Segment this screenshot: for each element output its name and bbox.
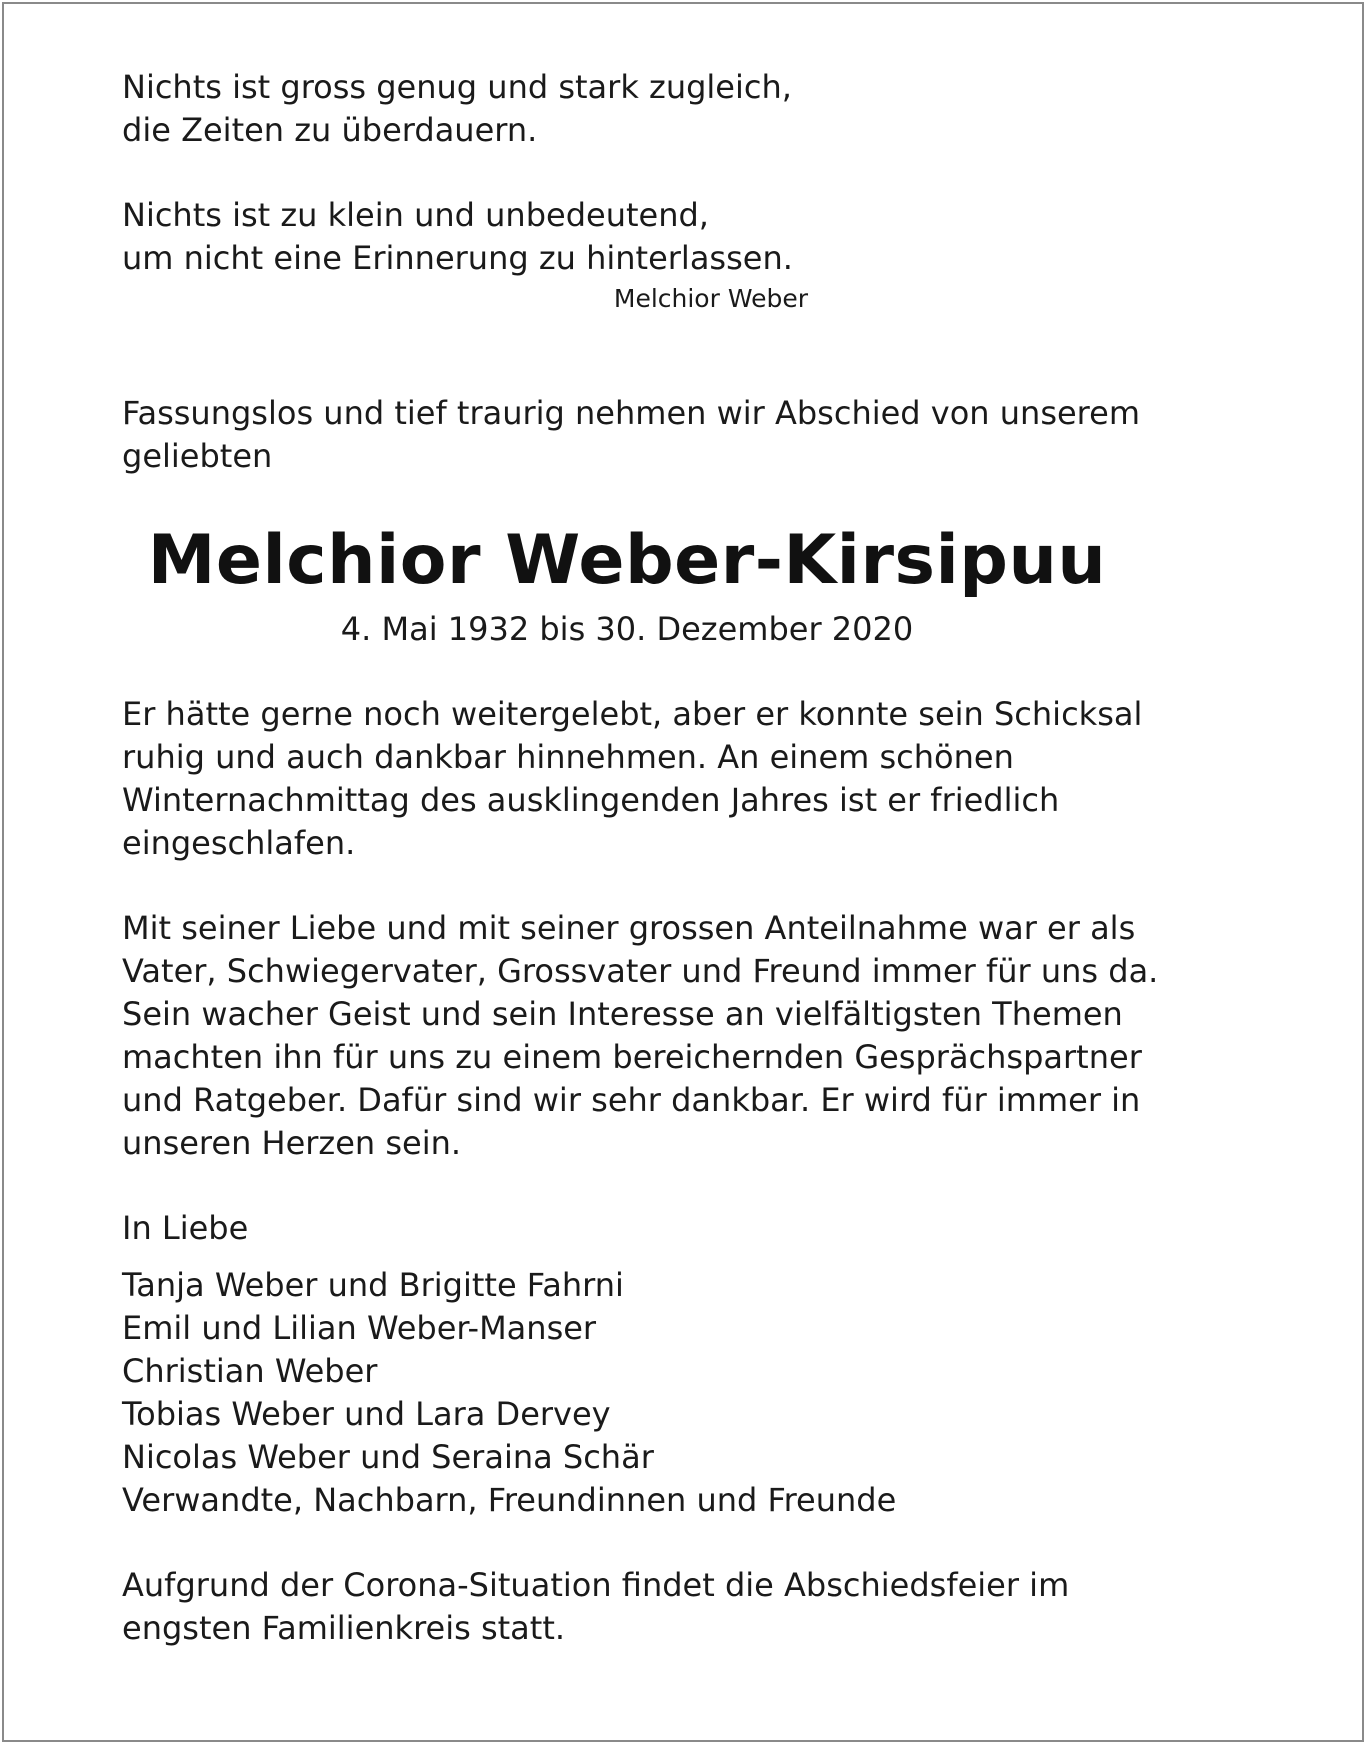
paragraph-line: unseren Herzen sein. bbox=[122, 1124, 462, 1162]
mourner-entry: Tobias Weber und Lara Dervey bbox=[122, 1395, 611, 1433]
paragraph-line: Er hätte gerne noch weitergelebt, aber er konnte sein Schicksal bbox=[122, 695, 1143, 733]
body-paragraph bbox=[122, 693, 1242, 865]
intro-text: Fassungslos und tief traurig nehmen wir Abschied von unserem geliebten bbox=[122, 394, 1140, 475]
paragraph-line: Mit seiner Liebe und mit seiner grossen Anteilnahme war er als bbox=[122, 909, 1136, 947]
paragraph-line: ruhig und auch dankbar hinnehmen. An einem schönen bbox=[122, 738, 1014, 776]
poem-stanza bbox=[122, 66, 1242, 152]
mourner-entry: Emil und Lilian Weber-Manser bbox=[122, 1309, 597, 1347]
paragraph-line: Sein wacher Geist und sein Interesse an vielfältigsten Themen bbox=[122, 995, 1123, 1033]
poem-line: um nicht eine Erinnerung zu hinterlassen. bbox=[122, 239, 793, 277]
poem-line: Nichts ist zu klein und unbedeutend, bbox=[122, 196, 709, 234]
life-dates: 4. Mai 1932 bis 30. Dezember 2020 bbox=[340, 610, 914, 648]
poem-stanza bbox=[122, 194, 1242, 280]
notice-line: Aufgrund der Corona-Situation findet die Abschiedsfeier im bbox=[122, 1566, 1070, 1604]
mourner-entry: Tanja Weber und Brigitte Fahrni bbox=[122, 1266, 624, 1304]
paragraph-line: und Ratgeber. Dafür sind wir sehr dankbar. Er wird für immer in bbox=[122, 1081, 1141, 1119]
paragraph-line: Vater, Schwiegervater, Grossvater und Freund immer für uns da. bbox=[122, 952, 1159, 990]
ceremony-notice bbox=[122, 1564, 1242, 1650]
body-paragraph bbox=[122, 907, 1242, 1165]
mourner-entry: Nicolas Weber und Seraina Schär bbox=[122, 1438, 654, 1476]
poem-author: Melchior Weber bbox=[613, 284, 808, 313]
poem-line: Nichts ist gross genug und stark zugleich, bbox=[122, 68, 792, 106]
paragraph-line: Winternachmittag des ausklingenden Jahres ist er friedlich bbox=[122, 781, 1060, 819]
notice-line: engsten Familienkreis statt. bbox=[122, 1609, 566, 1647]
mourner-entry: Christian Weber bbox=[122, 1352, 378, 1390]
obituary-notice bbox=[122, 66, 1242, 1650]
poem-line: die Zeiten zu überdauern. bbox=[122, 111, 538, 149]
paragraph-line: machten ihn für uns zu einem bereichernden Gesprächspartner bbox=[122, 1038, 1142, 1076]
deceased-name: Melchior Weber-Kirsipuu bbox=[147, 521, 1107, 600]
paragraph-line: eingeschlafen. bbox=[122, 824, 356, 862]
mourners-list bbox=[122, 1264, 1242, 1522]
closing-greeting: In Liebe bbox=[122, 1209, 249, 1247]
mourner-entry: Verwandte, Nachbarn, Freundinnen und Freunde bbox=[122, 1481, 897, 1519]
poem bbox=[122, 66, 1242, 316]
